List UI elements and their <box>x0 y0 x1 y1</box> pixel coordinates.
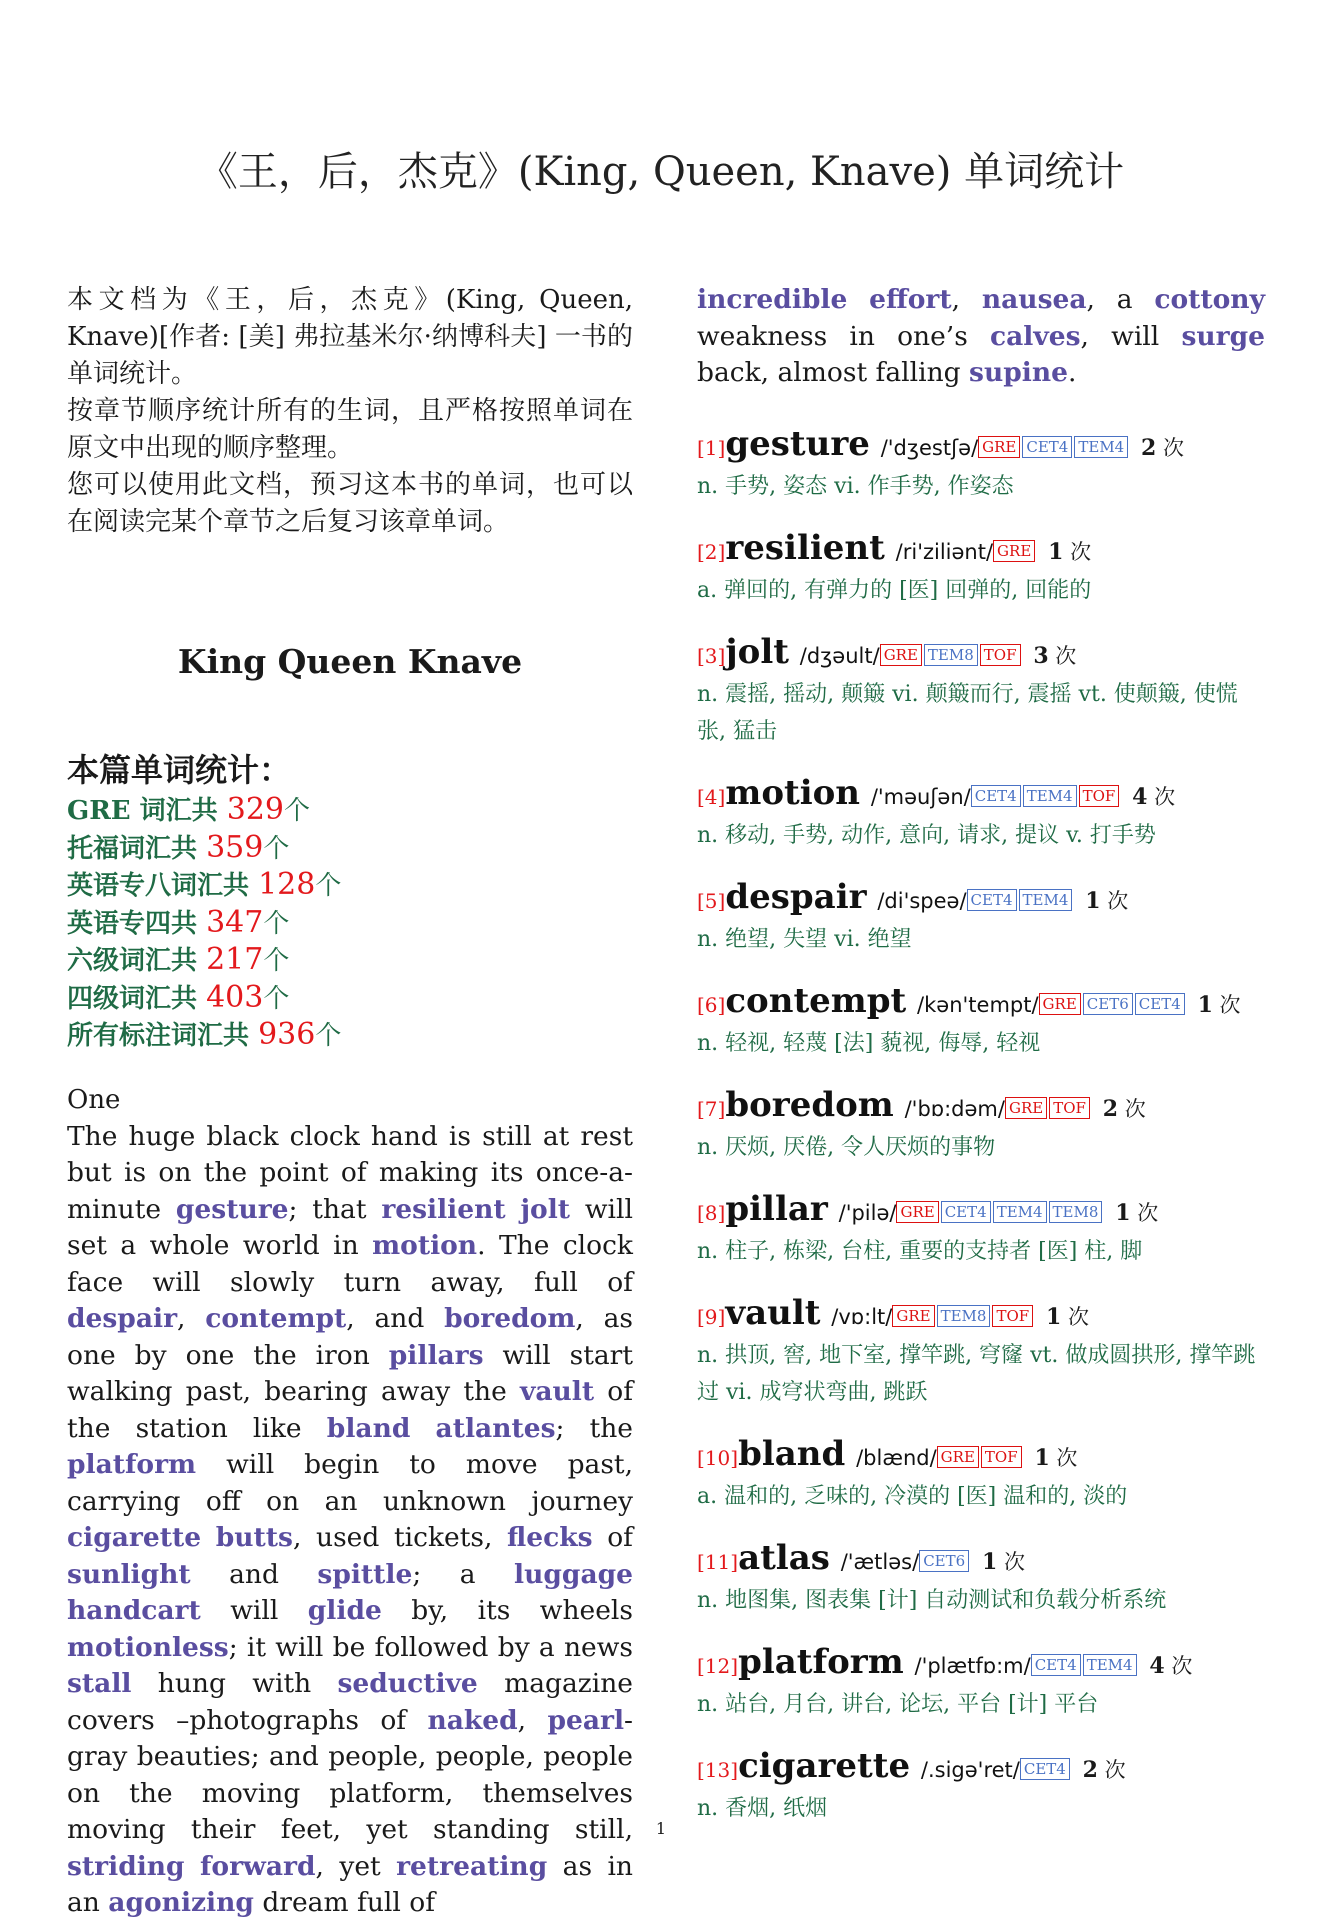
stat-line <box>67 980 633 1018</box>
entry-word: despair <box>725 876 867 917</box>
entry-count: 1 <box>1045 1303 1062 1330</box>
stat-unit: 个 <box>263 908 290 939</box>
entry-word: atlas <box>738 1537 830 1578</box>
intro-paragraph: 按章节顺序统计所有的生词，且严格按照单词在原文中出现的顺序整理。 <box>67 396 633 463</box>
entry-word: bland <box>738 1433 846 1474</box>
exam-tag: TOF <box>1079 785 1120 807</box>
story-text-segment: will begin to move past, carrying off on an unknown journey <box>67 1449 633 1517</box>
entry-head <box>697 424 1265 468</box>
count-suffix: 次 <box>1061 1304 1089 1329</box>
vocab-entry <box>697 1434 1265 1515</box>
exam-tag: GRE <box>880 644 922 666</box>
highlighted-word: flecks <box>507 1522 593 1553</box>
highlighted-word: calves <box>989 320 1081 352</box>
story-section <box>67 1082 633 1922</box>
stat-unit: 个 <box>263 946 290 976</box>
highlighted-word: supine <box>969 357 1068 388</box>
entry-word: vault <box>725 1292 821 1333</box>
entry-definition: n. 厌烦, 厌倦, 令人厌烦的事物 <box>697 1134 996 1160</box>
story-continuation <box>697 282 1265 392</box>
exam-tag: CET4 <box>1031 1654 1081 1676</box>
entry-count: 1 <box>1034 1444 1050 1471</box>
entry-count: 1 <box>1085 887 1101 914</box>
highlighted-word: effort <box>869 284 952 315</box>
highlighted-word: atlantes <box>435 1412 556 1444</box>
entry-head <box>697 1538 1265 1582</box>
story-text-segment: will <box>200 1595 308 1626</box>
entry-word: gesture <box>725 423 870 464</box>
entry-count: 1 <box>1048 538 1064 565</box>
vocab-entry <box>697 877 1265 958</box>
entry-head <box>697 773 1265 817</box>
stat-label: 六级词汇共 <box>67 946 207 976</box>
stat-label: 四级词汇共 <box>67 983 207 1014</box>
entry-index: [8] <box>697 1200 726 1225</box>
book-title: King Queen Knave <box>177 642 523 681</box>
highlighted-word: contempt <box>205 1303 347 1334</box>
entry-phonetic: /ri'ziliənt/ <box>895 539 994 564</box>
exam-tag: TEM8 <box>924 644 978 666</box>
highlighted-word: vault <box>519 1376 595 1407</box>
exam-tag: CET4 <box>1022 436 1072 458</box>
stats-list <box>67 792 633 1055</box>
story-text-segment: hung with <box>131 1668 338 1699</box>
entry-word: cigarette <box>738 1745 911 1786</box>
entry-index: [4] <box>697 784 726 809</box>
count-suffix: 次 <box>1164 1653 1193 1678</box>
exam-tag: TEM4 <box>1023 785 1077 807</box>
entry-count: 1 <box>1115 1199 1131 1226</box>
story-text-segment: , <box>517 1704 548 1736</box>
count-suffix: 次 <box>1049 1445 1078 1470</box>
highlighted-word: pillars <box>388 1339 484 1371</box>
vocab-entry <box>697 1085 1265 1166</box>
entry-head <box>697 1642 1265 1686</box>
story-text-segment: of <box>592 1522 633 1553</box>
entry-phonetic: /di'speə/ <box>877 888 967 913</box>
count-suffix: 次 <box>1097 1757 1126 1782</box>
entry-index: [9] <box>697 1304 726 1329</box>
vocab-entry <box>697 1746 1265 1827</box>
entry-phonetic: /'məuʃən/ <box>870 784 971 809</box>
story-text-segment: The huge black clock hand is still at rest but is on the point of making its once-a-minute <box>67 1120 633 1225</box>
entry-index: [1] <box>697 435 726 460</box>
stat-unit: 个 <box>263 983 290 1014</box>
story-text-segment: , as one by one the iron <box>67 1303 633 1371</box>
story-text-segment <box>185 1851 200 1882</box>
exam-tag: TEM4 <box>993 1201 1047 1223</box>
highlighted-word: boredom <box>444 1303 576 1334</box>
highlighted-word: handcart <box>67 1595 201 1626</box>
entry-phonetic: /'pilə/ <box>838 1200 897 1225</box>
entry-word: boredom <box>725 1084 894 1125</box>
exam-tag: TEM4 <box>1083 1654 1137 1676</box>
exam-tag: CET6 <box>1083 993 1133 1015</box>
entry-definition: n. 拱顶, 窖, 地下室, 撑竿跳, 穹窿 vt. 做成圆拱形, 撑竿跳过 vi. 成穹状弯曲, 跳跃 <box>697 1342 1256 1405</box>
entry-count: 3 <box>1033 642 1049 669</box>
story-text-segment: . <box>1067 357 1077 388</box>
exam-tag: CET4 <box>1020 1758 1070 1780</box>
entry-word: motion <box>725 772 861 813</box>
story-text-segment: , <box>951 284 982 315</box>
story-text-segment: , yet <box>315 1850 397 1882</box>
story-text-segment <box>410 1413 435 1444</box>
highlighted-word: forward <box>200 1850 316 1882</box>
story-text-segment: ; the <box>555 1412 633 1444</box>
story-text-segment: ; it will be followed by a news <box>228 1631 633 1663</box>
story-text-segment: back, almost falling <box>697 357 970 388</box>
entry-count: 1 <box>1197 991 1213 1018</box>
stat-line <box>67 905 633 943</box>
highlighted-word: surge <box>1181 320 1265 352</box>
highlighted-word: bland <box>326 1412 411 1444</box>
entry-index: [12] <box>697 1653 739 1678</box>
entry-count: 2 <box>1082 1756 1098 1783</box>
story-text-segment: , used tickets, <box>292 1522 508 1553</box>
story-text-segment: ; a <box>412 1558 515 1590</box>
document-title: 《王，后，杰克》(King, Queen, Knave) 单词统计 <box>197 149 1125 195</box>
stat-unit: 个 <box>315 871 342 901</box>
entry-head <box>697 1085 1265 1129</box>
stat-count: 359 <box>206 829 264 865</box>
highlighted-word: despair <box>67 1303 178 1334</box>
exam-tag: GRE <box>1005 1097 1047 1119</box>
entry-head <box>697 1189 1265 1233</box>
exam-tag: CET4 <box>941 1201 991 1223</box>
entry-head <box>697 1746 1265 1790</box>
exam-tag: GRE <box>896 1201 938 1223</box>
vocab-entry <box>697 1642 1265 1723</box>
entry-index: [2] <box>697 539 726 564</box>
stat-count: 128 <box>258 867 316 902</box>
vocab-entry <box>697 528 1265 609</box>
highlighted-word: pearl <box>547 1704 625 1736</box>
stat-label: 托福词汇共 <box>67 833 207 864</box>
entry-definition: n. 地图集, 图表集 [计] 自动测试和负载分析系统 <box>697 1587 1167 1613</box>
stat-unit: 个 <box>284 796 311 826</box>
story-text-segment <box>847 284 869 315</box>
vocab-entry <box>697 773 1265 854</box>
vocab-entry <box>697 1293 1265 1411</box>
highlighted-word: luggage <box>514 1558 633 1590</box>
exam-tag: GRE <box>937 1446 979 1468</box>
exam-tag: GRE <box>993 540 1035 562</box>
entry-word: platform <box>738 1641 904 1682</box>
intro-paragraph: 您可以使用此文档，预习这本书的单词，也可以在阅读完某个章节之后复习该章单词。 <box>67 470 633 537</box>
vocab-entry <box>697 1538 1265 1619</box>
highlighted-word: incredible <box>697 284 848 315</box>
entry-index: [6] <box>697 992 726 1017</box>
exam-tag: TEM8 <box>937 1305 991 1327</box>
entry-phonetic: /dʒəult/ <box>799 643 880 668</box>
highlighted-word: cottony <box>1154 284 1265 315</box>
entry-index: [13] <box>697 1757 739 1782</box>
story-text-segment <box>201 1522 216 1553</box>
entry-phonetic: /.sigə'ret/ <box>920 1757 1020 1782</box>
entry-word: pillar <box>725 1188 828 1229</box>
entry-head <box>697 1434 1265 1478</box>
entry-head <box>697 1293 1265 1337</box>
story-text-segment: , will <box>1080 320 1182 352</box>
highlighted-word: stall <box>67 1668 132 1699</box>
highlighted-word: seductive <box>337 1668 478 1699</box>
exam-tag: CET6 <box>919 1550 969 1572</box>
story-text-segment: , and <box>346 1303 445 1334</box>
exam-tag: TOF <box>980 644 1021 666</box>
entry-index: [10] <box>697 1445 739 1470</box>
entry-count: 2 <box>1141 434 1157 461</box>
count-suffix: 次 <box>1100 888 1129 913</box>
story-text-segment: as in an <box>67 1850 633 1918</box>
intro-section <box>67 282 633 541</box>
highlighted-word: nausea <box>981 284 1087 315</box>
story-text-segment: -gray beauties; and people, people, people on the moving platform, themselves moving their feet, yet standing still, <box>67 1704 633 1845</box>
stats-heading: 本篇单词统计： <box>67 751 292 789</box>
stat-count: 347 <box>206 904 264 940</box>
story-text-segment: , <box>177 1303 206 1334</box>
highlighted-word: butts <box>215 1522 293 1553</box>
glossary-column <box>697 282 1265 1850</box>
count-suffix: 次 <box>1063 539 1092 564</box>
entry-phonetic: /'ætləs/ <box>840 1549 920 1574</box>
story-text-segment: and <box>190 1558 318 1590</box>
entry-phonetic: /blænd/ <box>856 1445 937 1470</box>
stat-count: 329 <box>226 792 284 827</box>
highlighted-word: striding <box>67 1850 185 1882</box>
stat-count: 936 <box>258 1017 316 1052</box>
stat-line <box>67 942 633 980</box>
entry-word: resilient <box>725 527 885 568</box>
entry-count: 4 <box>1149 1652 1165 1679</box>
entry-definition: n. 移动, 手势, 动作, 意向, 请求, 提议 v. 打手势 <box>697 822 1156 848</box>
story-text-segment: ; that <box>288 1193 382 1225</box>
entry-definition: n. 香烟, 纸烟 <box>697 1795 828 1821</box>
stat-unit: 个 <box>263 833 290 864</box>
entry-index: [7] <box>697 1096 726 1121</box>
entry-phonetic: /'dʒestʃə/ <box>880 435 979 460</box>
entry-phonetic: /kən'tempt/ <box>917 992 1039 1017</box>
entry-definition: n. 柱子, 栋梁, 台柱, 重要的支持者 [医] 柱, 脚 <box>697 1238 1143 1264</box>
highlighted-word: motionless <box>67 1631 229 1663</box>
entry-definition: a. 弹回的, 有弹力的 [医] 回弹的, 回能的 <box>697 577 1092 603</box>
story-text-segment <box>506 1194 521 1225</box>
vocab-entry <box>697 981 1265 1062</box>
stat-line <box>67 792 633 830</box>
entry-definition: n. 绝望, 失望 vi. 绝望 <box>697 926 912 952</box>
entry-definition: n. 震摇, 摇动, 颠簸 vi. 颠簸而行, 震摇 vt. 使颠簸, 使慌张, 猛击 <box>697 681 1238 744</box>
entry-phonetic: /'plætfɒ:m/ <box>914 1653 1031 1678</box>
story-text-segment: by, its wheels <box>381 1595 633 1626</box>
exam-tag: GRE <box>892 1305 934 1327</box>
stat-line <box>67 1017 633 1055</box>
vocabulary-list <box>697 424 1265 1827</box>
entry-count: 4 <box>1132 783 1148 810</box>
story-text-segment: weakness in one’s <box>697 320 990 352</box>
highlighted-word: platform <box>67 1449 197 1480</box>
highlighted-word: naked <box>427 1704 518 1736</box>
exam-tag: CET4 <box>1135 993 1185 1015</box>
highlighted-word: retreating <box>396 1850 548 1882</box>
chapter-heading: One <box>67 1085 121 1115</box>
entry-definition: a. 温和的, 乏味的, 冷漠的 [医] 温和的, 淡的 <box>697 1483 1128 1509</box>
entry-count: 1 <box>981 1548 998 1575</box>
entry-word: jolt <box>725 631 789 672</box>
entry-definition: n. 手势, 姿态 vi. 作手势, 作姿态 <box>697 473 1014 499</box>
entry-index: [5] <box>697 888 726 913</box>
entry-word: contempt <box>725 980 907 1021</box>
story-text-segment: will set a whole world in <box>67 1193 633 1261</box>
vocab-entry <box>697 1189 1265 1270</box>
highlighted-word: jolt <box>520 1193 571 1225</box>
exam-tag: TEM8 <box>1049 1201 1103 1223</box>
count-suffix: 次 <box>1147 784 1176 809</box>
exam-tag: CET4 <box>967 889 1017 911</box>
highlighted-word: resilient <box>381 1193 506 1225</box>
stat-unit: 个 <box>315 1021 342 1051</box>
page-number: 1 <box>655 1819 667 1838</box>
entry-head <box>697 981 1265 1025</box>
highlighted-word: sunlight <box>67 1558 191 1590</box>
story-text-segment: of the station like <box>67 1376 633 1444</box>
stat-count: 217 <box>206 942 264 977</box>
stat-label: 英语专四共 <box>67 908 207 939</box>
vocab-entry <box>697 424 1265 505</box>
exam-tag: TOF <box>981 1446 1022 1468</box>
entry-count: 2 <box>1102 1095 1119 1122</box>
count-suffix: 次 <box>1118 1096 1146 1121</box>
count-suffix: 次 <box>1156 435 1185 460</box>
entry-definition: n. 轻视, 轻蔑 [法] 藐视, 侮辱, 轻视 <box>697 1030 1041 1056</box>
exam-tag: GRE <box>1039 993 1081 1015</box>
exam-tag: TOF <box>1049 1097 1090 1119</box>
entry-phonetic: /vɒ:lt/ <box>831 1304 893 1329</box>
stat-line <box>67 830 633 868</box>
exam-tag: TEM4 <box>1074 436 1128 458</box>
entry-index: [3] <box>697 643 726 668</box>
stat-label: 英语专八词汇共 <box>67 871 259 901</box>
story-text-segment: dream full of <box>253 1887 436 1918</box>
stat-line <box>67 867 633 905</box>
intro-paragraph: 本文档为《王，后，杰克》(King, Queen, Knave)[作者: [美] 弗拉基米尔·纳博科夫] 一书的单词统计。 <box>67 285 633 389</box>
stat-label: GRE 词汇共 <box>67 796 227 826</box>
entry-phonetic: /'bɒ:dəm/ <box>904 1096 1005 1121</box>
highlighted-word: motion <box>372 1230 478 1261</box>
highlighted-word: glide <box>307 1595 382 1626</box>
exam-tag: GRE <box>978 436 1020 458</box>
story-text-segment: will start walking past, bearing away the <box>67 1339 633 1407</box>
story-text-segment: . The clock face will slowly turn away, full of <box>67 1230 633 1298</box>
highlighted-word: agonizing <box>108 1887 254 1918</box>
exam-tag: TEM4 <box>1019 889 1073 911</box>
count-suffix: 次 <box>1048 643 1077 668</box>
count-suffix: 次 <box>1212 992 1241 1017</box>
highlighted-word: spittle <box>317 1558 413 1590</box>
story-text-segment: magazine covers –photographs of <box>67 1668 633 1736</box>
entry-head <box>697 877 1265 921</box>
entry-definition: n. 站台, 月台, 讲台, 论坛, 平台 [计] 平台 <box>697 1691 1099 1717</box>
count-suffix: 次 <box>997 1549 1025 1574</box>
story-paragraph <box>67 1119 633 1922</box>
entry-index: [11] <box>697 1549 739 1574</box>
entry-head <box>697 528 1265 572</box>
exam-tag: TOF <box>992 1305 1033 1327</box>
stat-label: 所有标注词汇共 <box>67 1021 259 1051</box>
word-stats <box>67 748 633 1055</box>
stat-count: 403 <box>206 979 264 1015</box>
exam-tag: CET4 <box>971 785 1021 807</box>
story-text-segment: , a <box>1086 284 1155 315</box>
highlighted-word: gesture <box>175 1193 289 1225</box>
entry-head <box>697 632 1265 676</box>
vocab-entry <box>697 632 1265 750</box>
highlighted-word: cigarette <box>67 1522 202 1553</box>
count-suffix: 次 <box>1130 1200 1159 1225</box>
